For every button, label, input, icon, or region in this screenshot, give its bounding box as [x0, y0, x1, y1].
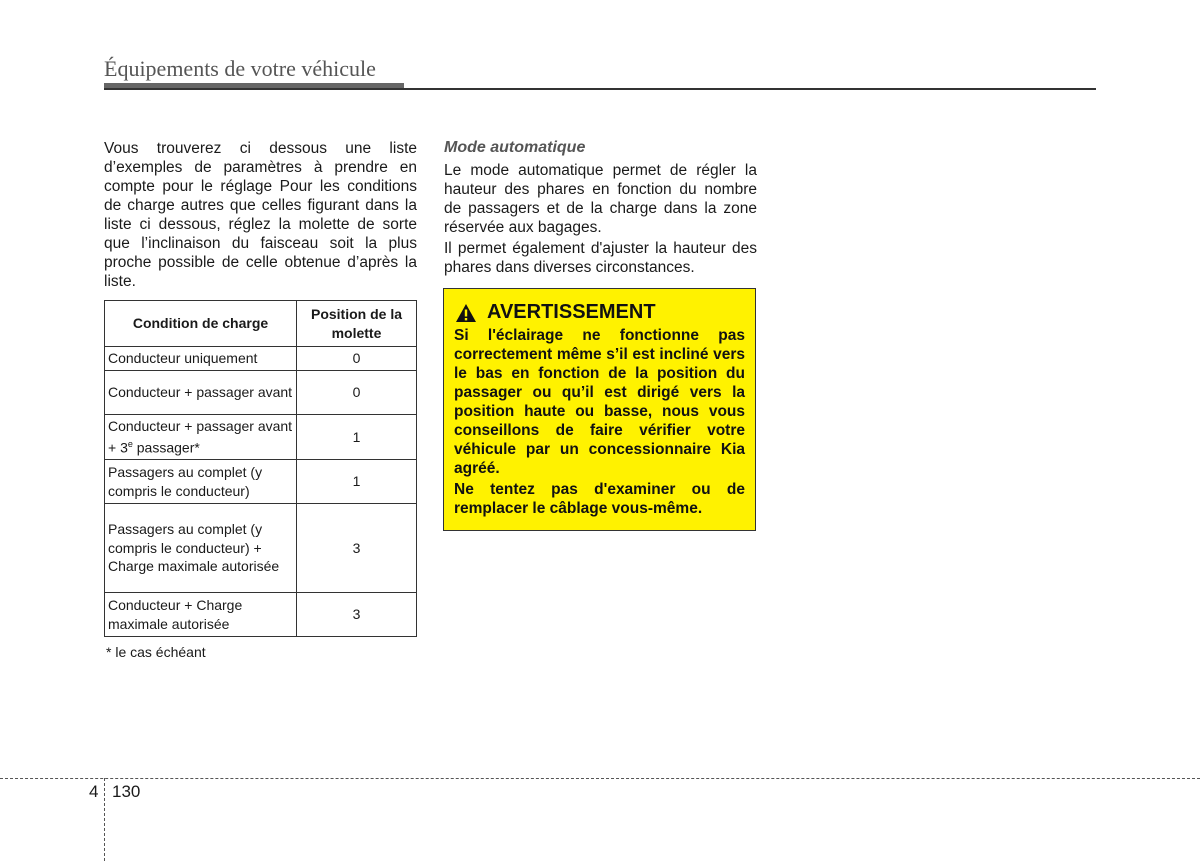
warning-title: AVERTISSEMENT	[487, 301, 656, 323]
table-row	[105, 460, 417, 504]
condition-cell: Passagers au complet (y compris le conducteur)	[105, 460, 297, 504]
page-header-title: Équipements de votre véhicule	[104, 56, 376, 81]
condition-text: Conducteur + passager avant + 3	[108, 417, 293, 456]
footer-divider	[0, 778, 1200, 779]
page-number: 130	[112, 782, 141, 801]
position-cell: 0	[297, 370, 417, 414]
condition-cell: Conducteur uniquement	[105, 347, 297, 371]
condition-cell	[105, 414, 297, 460]
table-row	[105, 370, 417, 414]
intro-paragraph: Vous trouverez ci dessous une liste d’exemples de paramètres à prendre en compte pour le réglage Pour les conditions de charge autres que celles figurant dans la liste ci dessous, réglez la molette de sorte que l’inclinaison du faisceau soit la plus proche possible de celle obtenue d’après la liste.	[104, 140, 417, 290]
column-header-position: Position de la molette	[297, 301, 417, 347]
condition-cell: Conducteur + passager avant	[105, 370, 297, 414]
warning-triangle-icon	[455, 303, 477, 323]
header-rule	[104, 88, 1096, 90]
load-condition-table	[104, 300, 417, 637]
chapter-number: 4	[89, 782, 99, 801]
ordinal-superscript: e	[127, 439, 133, 449]
warning-header	[454, 301, 745, 324]
warning-paragraph: Ne tentez pas d'examiner ou de remplacer le câblage vous-même.	[454, 481, 745, 517]
condition-text-suffix: passager*	[132, 439, 200, 456]
warning-body	[454, 326, 745, 518]
column-header-condition: Condition de charge	[105, 301, 297, 347]
warning-paragraph: Si l'éclairage ne fonctionne pas correctement même s’il est incliné vers le bas en fonction de la position du passager ou qu’il est dirigé vers la position haute ou basse, nous vous conseillons de faire vérifier votre véhicule par un concessionnaire Kia agréé.	[454, 327, 745, 477]
table-row	[105, 347, 417, 371]
table-footnote: * le cas échéant	[106, 644, 206, 660]
table-row	[105, 414, 417, 460]
position-cell: 3	[297, 504, 417, 593]
paragraph: Le mode automatique permet de régler la hauteur des phares en fonction du nombre de passagers et de la charge dans la zone réservée aux bagages.	[444, 162, 757, 236]
position-cell: 1	[297, 414, 417, 460]
paragraph: Il permet également d'ajuster la hauteur des phares dans diverses circonstances.	[444, 240, 757, 276]
section-body	[444, 161, 757, 279]
condition-cell: Passagers au complet (y compris le conducteur) + Charge maximale autorisée	[105, 504, 297, 593]
footer-vertical-divider	[104, 778, 105, 861]
position-cell: 3	[297, 593, 417, 637]
position-cell: 0	[297, 347, 417, 371]
table-row	[105, 504, 417, 593]
warning-box	[443, 288, 756, 531]
section-title: Mode automatique	[444, 139, 586, 156]
table-header-row	[105, 301, 417, 347]
position-cell: 1	[297, 460, 417, 504]
table-row	[105, 593, 417, 637]
condition-cell: Conducteur + Charge maximale autorisée	[105, 593, 297, 637]
